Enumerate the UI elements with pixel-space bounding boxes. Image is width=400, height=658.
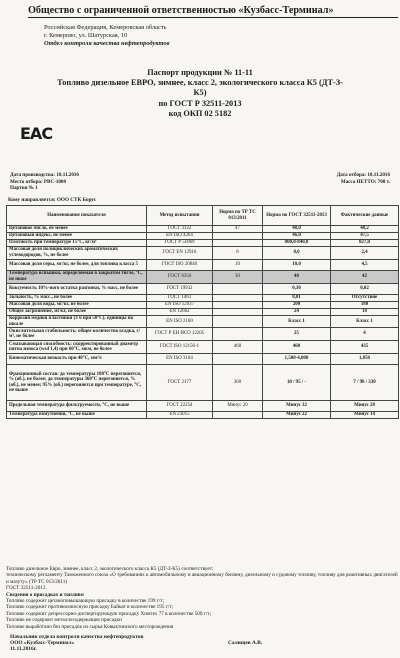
sign-company: ООО «Кузбасс-Терминал» (10, 640, 75, 646)
table-row (7, 328, 399, 341)
cell-fact: Минус 28 (331, 401, 399, 412)
additives-title: Сведения о присадках и топливе: (6, 591, 85, 598)
col-header-gost: Норма по ГОСТ 32511-2013 (263, 206, 331, 226)
production-date: Дата производства: 10.11.2016 (10, 172, 79, 178)
cell-fact: 1,850 (331, 354, 399, 365)
sign-title: Начальник отдела контроля качества нефтепродуктов (10, 634, 144, 640)
meta-right (284, 172, 390, 185)
department: Отдел контроля качества нефтепродуктов (44, 40, 170, 47)
cell-method: ГОСТ Р 51069 (147, 240, 213, 247)
cell-fact: 18 (331, 309, 399, 316)
table-row (7, 247, 399, 260)
cell-name: Массовая доля полициклических ароматических углеводородов, %, не более (7, 247, 147, 260)
cell-method: ГОСТ 2177 (147, 365, 213, 401)
cell-method: ГОСТ Р ЕН ИСО 12205 (147, 328, 213, 341)
standard: по ГОСТ Р 32511-2013 (158, 98, 242, 108)
cell-method: ГОСТ 1461 (147, 295, 213, 302)
cell-name: Температура вспышки, определяемая в закрытом тигле, °С, не ниже (7, 271, 147, 284)
cell-gost: 10,0 (263, 260, 331, 271)
batch-number: Партия № 1 (10, 185, 38, 192)
cell-fact: 47,5 (331, 233, 399, 240)
table-row (7, 412, 399, 419)
cell-tr: 460 (213, 341, 263, 354)
cell-gost: 24 (263, 309, 331, 316)
table-row (7, 316, 399, 328)
col-header-fact: Фактические данные (331, 206, 399, 226)
cell-name: Окислительная стабильность: общее количество осадка, г/м³, не более (7, 328, 147, 341)
cell-name: Смазывающая способность: скорректированный диаметр пятна износа (wsd 1,4) при 60°С, мкм, не более (7, 341, 147, 354)
cell-fact: 7 / 98 / 330 (331, 365, 399, 401)
additive-4: Топливо не содержит металлосодержащие присадки (6, 617, 122, 624)
signature-block (10, 634, 143, 652)
cell-name: Предельная температура фильтруемости, °С, не выше (7, 401, 147, 412)
cell-method: EN ISO 12937 (147, 302, 213, 309)
meta-left (10, 172, 79, 192)
cell-tr: 30 (213, 271, 263, 284)
table-row (7, 341, 399, 354)
product-name: Топливо дизельное ЕВРО, зимнее, класс 2, экологического класса К5 (ДТ-З- (57, 78, 343, 88)
address-block (44, 24, 169, 48)
sample-date: Дата отбора: 10.11.2016 (336, 172, 390, 178)
table-row (7, 302, 399, 309)
cell-method: EN ISO 2160 (147, 316, 213, 328)
sign-date: 11.11.2016г. (10, 646, 37, 652)
table-row (7, 354, 399, 365)
passport-number: Паспорт продукции № 11-11 (147, 68, 253, 77)
cell-tr (213, 354, 263, 365)
cell-fact: 180 (331, 302, 399, 309)
cell-gost: 8,0 (263, 247, 331, 260)
table-row (7, 295, 399, 302)
table-row (7, 284, 399, 295)
table-row (7, 365, 399, 401)
cell-method: ГОСТ ISO 20846 (147, 260, 213, 271)
cell-fact: Минус 14 (331, 412, 399, 419)
cell-name: Общее загрязнение, мг/кг, не более (7, 309, 147, 316)
cell-fact: 435 (331, 341, 399, 354)
cell-gost: 200 (263, 302, 331, 309)
cell-gost: 10 / 95 / - (263, 365, 331, 401)
col-header-method: Метод испытания (147, 206, 213, 226)
cell-fact: 42 (331, 271, 399, 284)
cell-fact: 4 (331, 328, 399, 341)
cell-tr (213, 316, 263, 328)
address-line-2: г. Кемерово, ул. Шатурская, 10 (44, 32, 128, 39)
cell-gost: 800,0-840,0 (263, 240, 331, 247)
col-header-tr: Норма по ТР ТС 013/2011 (213, 206, 263, 226)
cell-gost: 1,500-4,000 (263, 354, 331, 365)
footer-line-2: техническому регламенту Таможенного союза «О требованиях к автомобильному и авиационному бензину, дизельному и судовому топливу, топливу для реактивных двигателей и мазуту» (ТР ТС 013/2011) (6, 572, 398, 585)
cell-gost: 40 (263, 271, 331, 284)
cell-tr (213, 309, 263, 316)
cell-gost: 46,0 (263, 233, 331, 240)
table-row (7, 240, 399, 247)
additive-3: Топливо содержит депрессорно-диспергирующую присадку Химтех 77 в количестве 500 г/т; (6, 610, 212, 617)
col-header-name: Наименование показателя (7, 206, 147, 226)
cell-method: EN 12662 (147, 309, 213, 316)
cell-fact: 2,4 (331, 247, 399, 260)
cell-gost: 0,30 (263, 284, 331, 295)
cell-fact: 4,5 (331, 260, 399, 271)
table-row (7, 401, 399, 412)
signer-name: Салищев А.В. (228, 640, 263, 646)
cell-fact: Отсутствие (331, 295, 399, 302)
footer-block (6, 566, 398, 630)
passport-title (0, 68, 400, 119)
product-name-cont: К5) (193, 88, 207, 98)
cell-method: EN ISO 4264 (147, 233, 213, 240)
company-name: Общество с ограниченной ответственностью «Кузбасс-Терминал» (28, 5, 398, 18)
cell-name: Фракционный состав: до температуры 180°С перегоняется, % (об.), не более; до температуры 360°С перегоняется, % (об.), не менее; 95% (об.) перегоняется при температуре, °С, не выше (7, 365, 147, 401)
additive-5: Топливо выработано без присадок из сырья Ковыктинского месторождения (6, 623, 174, 630)
cell-tr (213, 328, 263, 341)
cell-name: Массовая доля серы, мг/кг, не более, для топлива класса 5 (7, 260, 147, 271)
cell-tr: Минус 20 (213, 401, 263, 412)
cell-method: ГОСТ ISO 12156-1 (147, 341, 213, 354)
table-header-row (7, 206, 399, 226)
table-row (7, 226, 399, 233)
cell-tr (213, 240, 263, 247)
cell-fact: 0,02 (331, 284, 399, 295)
okp-code: код ОКП 02 5182 (168, 108, 232, 118)
consumer: Кому направляется: ООО СТК Борус (8, 197, 97, 203)
cell-fact: 827,0 (331, 240, 399, 247)
cell-gost: Минус 32 (263, 401, 331, 412)
table-row (7, 309, 399, 316)
cell-tr (213, 295, 263, 302)
cell-tr: 10 (213, 260, 263, 271)
cell-tr (213, 302, 263, 309)
cell-tr (213, 233, 263, 240)
cell-name: Коксуемость 10%-ного остатка разгонки, % масс, не более (7, 284, 147, 295)
cell-name: Плотность при температуре 15°С, кг/м³ (7, 240, 147, 247)
net-mass: Масса НЕТТО: 700 т. (340, 178, 390, 185)
cell-gost: 460 (263, 341, 331, 354)
cell-fact: Класс 1 (331, 316, 399, 328)
cell-name: Массовая доля воды, мг/кг, не более (7, 302, 147, 309)
cell-tr (213, 284, 263, 295)
cell-method: ГОСТ 3122 (147, 226, 213, 233)
cell-name: Цетановый индекс, не менее (7, 233, 147, 240)
footer-line-3: ГОСТ 32511-2013 (6, 585, 46, 592)
table-row (7, 260, 399, 271)
table-row (7, 271, 399, 284)
cell-fact: 48,2 (331, 226, 399, 233)
cell-name: Цетановое число, не менее (7, 226, 147, 233)
cell-method: ГОСТ 6356 (147, 271, 213, 284)
eac-logo: ЕАС (20, 124, 53, 143)
additive-1: Топливо содержит цетаноповышающую присадку в количестве 199 г/т; (6, 598, 165, 605)
additive-2: Топливо содержит противоизносную присадку Байкат в количестве 195 г/т; (6, 604, 174, 611)
cell-method: ГОСТ EN 12916 (147, 247, 213, 260)
cell-tr (213, 412, 263, 419)
address-line-1: Российская Федерация, Кемеровская область (44, 24, 167, 31)
footer-line-1: Топливо дизельное Евро, зимнее, класс 2, экологического класса К5 (ДТ-З-К5) соответствует: (6, 566, 214, 572)
cell-tr: 360 (213, 365, 263, 401)
cell-method: EN ISO 3104 (147, 354, 213, 365)
cell-name: Температура помутнения, °С, не выше (7, 412, 147, 419)
cell-method: ГОСТ 22254 (147, 401, 213, 412)
cell-method: EN 23015 (147, 412, 213, 419)
cell-method: ГОСТ 19932 (147, 284, 213, 295)
sample-place: Место отбора: РВС-1000 (10, 178, 67, 185)
cell-gost: Класс 1 (263, 316, 331, 328)
cell-gost: 25 (263, 328, 331, 341)
table-row (7, 233, 399, 240)
cell-gost: 0,01 (263, 295, 331, 302)
quality-table (6, 205, 399, 419)
cell-gost: Минус 22 (263, 412, 331, 419)
cell-name: Зольность, % масс., не более (7, 295, 147, 302)
cell-name: Кинематическая вязкость при 40°С, мм²/с (7, 354, 147, 365)
cell-name: Коррозия медной пластинки (3 ч при 50°С), единицы по шкале (7, 316, 147, 328)
cell-gost: 48,0 (263, 226, 331, 233)
cell-tr: 47 (213, 226, 263, 233)
cell-tr: 8 (213, 247, 263, 260)
